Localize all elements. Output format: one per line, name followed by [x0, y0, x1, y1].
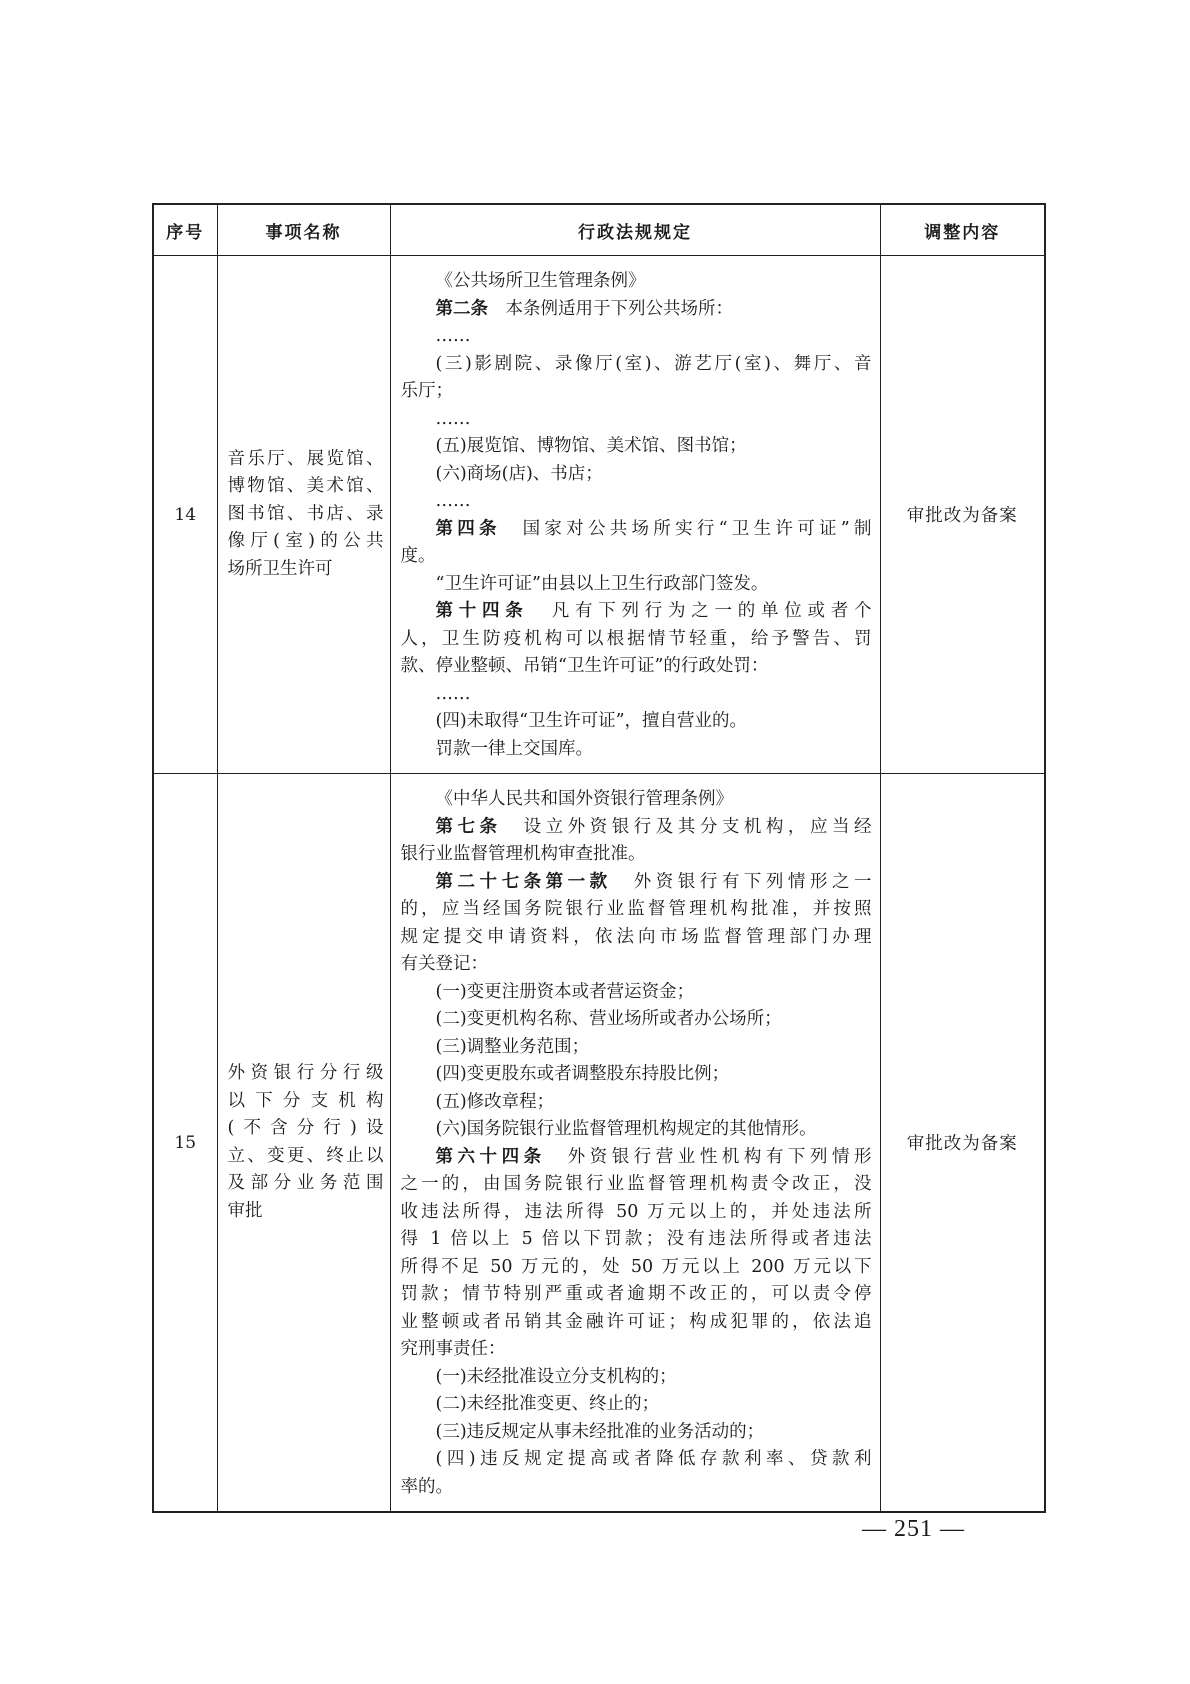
article-label: 第二十七条第一款 [435, 871, 612, 892]
regulation-line-text: (四)变更股东或者调整股东持股比例； [435, 1064, 730, 1084]
regulation-line-text: “卫生许可证”由县以上卫生行政部门签发。 [435, 573, 769, 594]
regulation-line-text: 《公共场所卫生管理条例》 [435, 271, 646, 291]
regulation-line-text: (二)变更机构名称、营业场所或者办公场所； [435, 1009, 782, 1029]
regulation-table [152, 203, 1046, 1513]
regulation-line [401, 296, 872, 324]
item-name-line: 以下分支机构 [227, 1090, 384, 1111]
regulation-line-text: (四)未取得“卫生许可证”，擅自营业的。 [435, 711, 748, 731]
item-name [217, 774, 390, 1513]
item-name-line: 像厅(室)的公共 [227, 531, 384, 552]
regulation-line [401, 1364, 872, 1392]
regulation-line [401, 378, 872, 406]
regulation-line-text: 国家对公共场所实行“卫生许可证”制 [500, 518, 872, 539]
header-number: 序号 [153, 204, 217, 256]
regulation-line [401, 626, 872, 654]
regulation-line-text: 率的。 [400, 1476, 453, 1497]
regulation-line [401, 1446, 872, 1474]
regulation-line [401, 433, 872, 461]
regulation-line [401, 896, 872, 924]
regulation-line-text: 规定提交申请资料，依法向市场监督管理部门办理 [400, 926, 872, 947]
regulation-line-text: (一)未经批准设立分支机构的； [435, 1366, 677, 1387]
regulation-line-text: 外资银行有下列情形之一 [611, 871, 872, 892]
regulation-line-text: (四)违反规定提高或者降低存款利率、贷款利 [435, 1449, 872, 1469]
regulation-line [401, 951, 872, 979]
regulation-line [401, 708, 872, 736]
regulation-line [401, 653, 872, 681]
regulation-text [390, 256, 880, 774]
page-number: — 251 — [862, 1516, 965, 1542]
regulation-line [401, 571, 872, 599]
regulation-line [401, 1116, 872, 1144]
regulation-line-text: 有关登记： [400, 954, 488, 974]
regulation-line-text: 罚款一律上交国库。 [435, 738, 593, 759]
row-number: 15 [153, 774, 217, 1513]
regulation-line [401, 924, 872, 952]
regulation-line-text: 本条例适用于下列公共场所： [488, 298, 733, 319]
table-row [153, 256, 1045, 774]
regulation-line-text: 款、停业整顿、吊销“卫生许可证”的行政处罚： [400, 656, 769, 676]
regulation-line [401, 1309, 872, 1337]
regulation-line [401, 323, 872, 351]
regulation-line [401, 1144, 872, 1172]
regulation-line-text: 罚款；情节特别严重或者逾期不改正的，可以责令停 [400, 1284, 872, 1304]
regulation-line-text: 设立外资银行及其分支机构，应当经 [501, 816, 872, 837]
regulation-line [401, 1336, 872, 1364]
article-label: 第七条 [435, 816, 502, 837]
regulation-line-text: 度。 [400, 546, 436, 566]
regulation-line [401, 1254, 872, 1282]
regulation-line-text: 究刑事责任： [400, 1339, 506, 1359]
regulation-line [401, 406, 872, 434]
regulation-line [401, 1171, 872, 1199]
regulation-line [401, 786, 872, 814]
regulation-line-text: 之一的，由国务院银行业监督管理机构责令改正，没 [400, 1174, 872, 1194]
regulation-line-text: 的，应当经国务院银行业监督管理机构批准，并按照 [400, 899, 872, 919]
item-name-line: 及部分业务范围 [227, 1173, 384, 1193]
article-label: 第六十四条 [435, 1146, 546, 1167]
regulation-line-text: …… [435, 683, 471, 704]
regulation-line-text: (五)修改章程； [435, 1091, 555, 1112]
regulation-line [401, 543, 872, 571]
regulation-line-text: (一)变更注册资本或者营运资金； [435, 981, 695, 1002]
item-name-line: (不含分行)设 [227, 1118, 384, 1138]
regulation-line [401, 1281, 872, 1309]
item-name-line: 立、变更、终止以 [227, 1145, 384, 1166]
regulation-text [390, 774, 880, 1513]
regulation-line-text: 乐厅； [400, 381, 453, 401]
regulation-line [401, 979, 872, 1007]
item-name-line: 图书馆、书店、录 [227, 503, 384, 524]
regulation-line [401, 598, 872, 626]
regulation-line [401, 869, 872, 897]
regulation-line [401, 351, 872, 379]
regulation-line [401, 681, 872, 709]
regulation-line-text: 银行业监督管理机构审查批准。 [400, 844, 646, 864]
regulation-line [401, 841, 872, 869]
regulation-line [401, 1089, 872, 1117]
regulation-line [401, 1474, 872, 1502]
regulation-line-text: 收违法所得，违法所得 50 万元以上的，并处违法所 [400, 1201, 872, 1222]
adjustment-content: 审批改为备案 [880, 256, 1045, 774]
regulation-line [401, 268, 872, 296]
row-number: 14 [153, 256, 217, 774]
regulation-line-text: (六)商场(店)、书店； [435, 463, 603, 484]
regulation-line [401, 1199, 872, 1227]
regulation-line [401, 1061, 872, 1089]
regulation-line-text: (五)展览馆、博物馆、美术馆、图书馆； [435, 436, 747, 456]
regulation-line [401, 814, 872, 842]
regulation-line-text: 业整顿或者吊销其金融许可证；构成犯罪的，依法追 [400, 1311, 872, 1332]
regulation-line-text: (三)影剧院、录像厅(室)、游艺厅(室)、舞厅、音 [435, 353, 872, 374]
regulation-line [401, 488, 872, 516]
regulation-line [401, 1391, 872, 1419]
adjustment-content: 审批改为备案 [880, 774, 1045, 1513]
item-name-line: 音乐厅、展览馆、 [227, 448, 384, 469]
item-name-line: 博物馆、美术馆、 [227, 476, 384, 497]
regulation-line-text: …… [435, 326, 471, 346]
article-label: 第二条 [435, 298, 488, 319]
regulation-line-text: 人，卫生防疫机构可以根据情节轻重，给予警告、罚 [400, 628, 872, 649]
regulation-line [401, 1226, 872, 1254]
item-name-line: 场所卫生许可 [227, 558, 333, 579]
regulation-line [401, 1034, 872, 1062]
header-adjustment: 调整内容 [880, 204, 1045, 256]
regulation-line-text: 外资银行营业性机构有下列情形 [545, 1146, 872, 1167]
header-regulation: 行政法规规定 [390, 204, 880, 256]
regulation-line-text: …… [435, 491, 471, 511]
item-name [217, 256, 390, 774]
regulation-line-text: (三)违反规定从事未经批准的业务活动的； [435, 1421, 765, 1442]
item-name-line: 外资银行分行级 [227, 1063, 384, 1083]
regulation-line-text: (二)未经批准变更、终止的； [435, 1394, 660, 1414]
regulation-line [401, 461, 872, 489]
regulation-line-text: (三)调整业务范围； [435, 1036, 590, 1057]
regulation-line-text: 《中华人民共和国外资银行管理条例》 [435, 789, 733, 809]
item-name-line: 审批 [227, 1200, 263, 1221]
table-row [153, 774, 1045, 1513]
header-item-name: 事项名称 [217, 204, 390, 256]
regulation-line-text: 凡有下列行为之一的单位或者个 [528, 601, 872, 621]
regulation-line [401, 1419, 872, 1447]
article-label: 第四条 [435, 518, 501, 539]
regulation-line-text: …… [435, 408, 471, 429]
regulation-line-text: 得 1 倍以上 5 倍以下罚款；没有违法所得或者违法 [400, 1229, 872, 1249]
regulation-line-text: (六)国务院银行业监督管理机构规定的其他情形。 [435, 1119, 817, 1139]
regulation-line [401, 1006, 872, 1034]
article-label: 第十四条 [435, 601, 529, 621]
regulation-line [401, 516, 872, 544]
table-header-row [153, 204, 1045, 256]
regulation-line [401, 736, 872, 764]
regulation-line-text: 所得不足 50 万元的，处 50 万元以上 200 万元以下 [400, 1256, 872, 1277]
